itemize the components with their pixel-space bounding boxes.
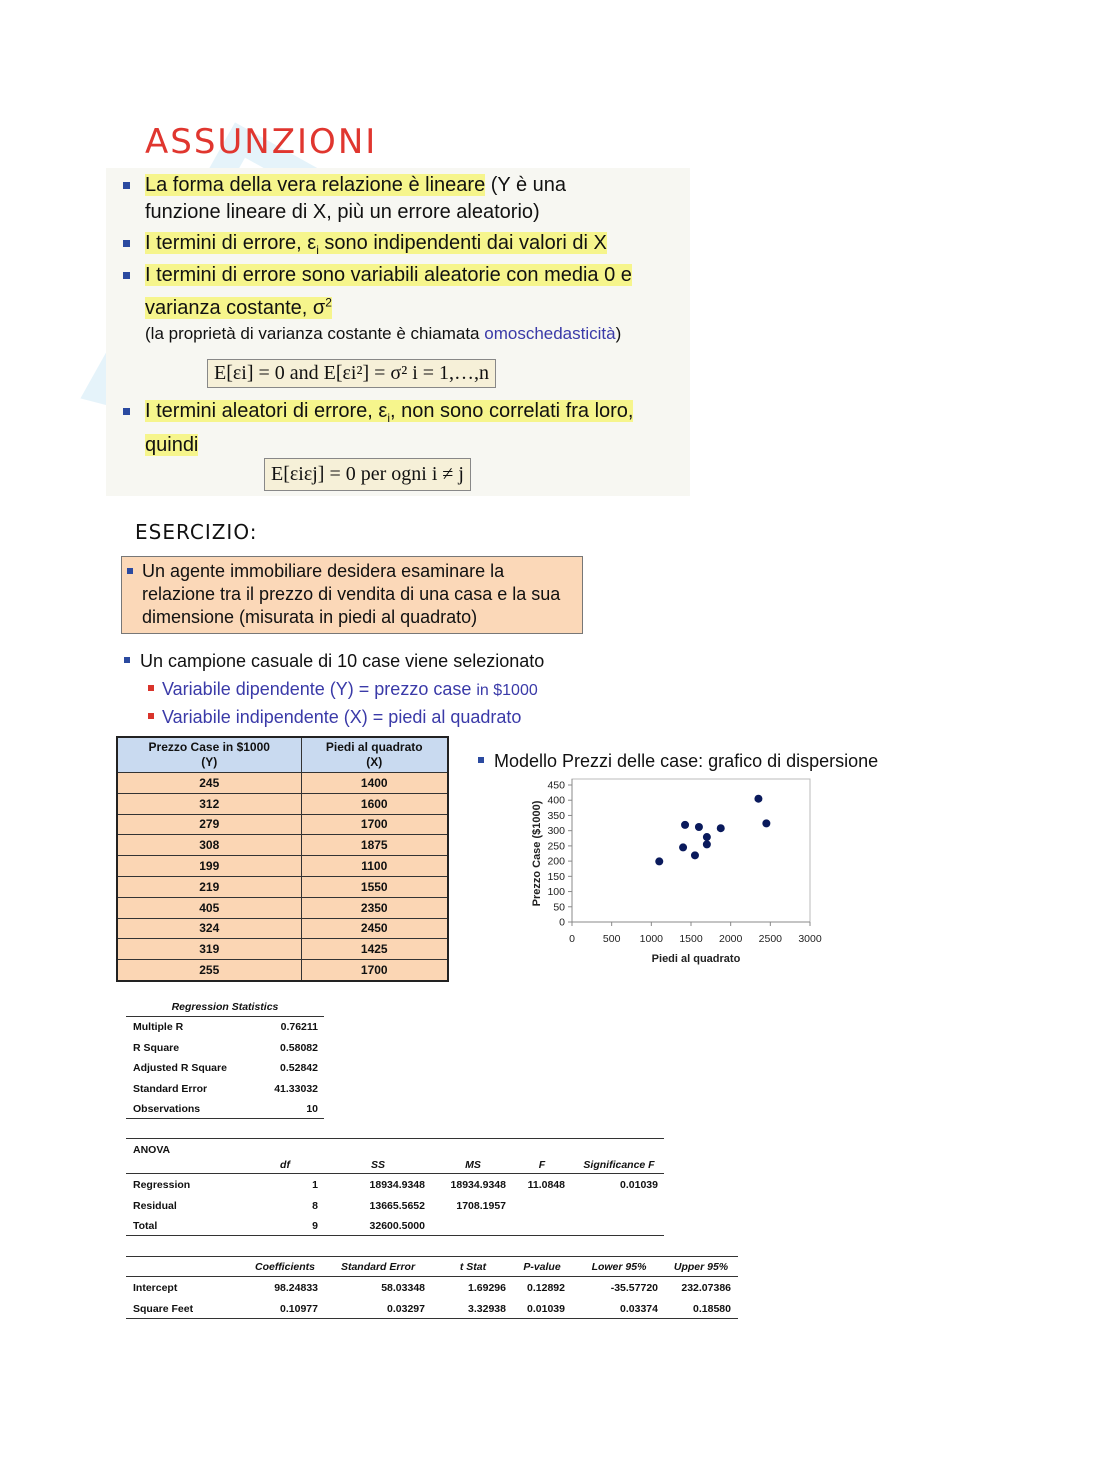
table-row	[117, 876, 448, 897]
section-title: ASSUNZIONI	[145, 122, 378, 162]
anova-value: 18934.9348	[450, 1179, 506, 1191]
coef-label: Intercept	[133, 1282, 178, 1294]
plot-area	[572, 779, 810, 922]
assumption-uncorrelated-sub: i	[387, 411, 391, 425]
price-cell: 279	[117, 814, 301, 835]
x-tick-label: 1500	[679, 933, 703, 945]
anova-label: Total	[133, 1220, 158, 1232]
table-row	[117, 773, 448, 794]
exercise-intro: Un agente immobiliare desidera esaminare la relazione tra il prezzo di vendita di una casa e la sua dimensione (misurata in piedi al quadrato)	[142, 561, 561, 627]
anova-label: Residual	[133, 1199, 177, 1212]
assumption-linearity-rest: (Y è una	[485, 174, 567, 196]
stats-value: 0.52842	[280, 1062, 318, 1074]
x-tick-label: 1000	[639, 933, 664, 945]
dependent-variable	[148, 678, 538, 702]
coef-value: 0.12892	[527, 1282, 565, 1294]
assumption-variance-sup: 2	[325, 295, 332, 309]
table-row	[117, 856, 448, 877]
y-tick-label: 250	[547, 840, 565, 853]
coef-rule-top	[126, 1256, 738, 1257]
price-cell: 199	[117, 856, 301, 877]
sqft-cell: 1875	[301, 835, 448, 856]
anova-value: 1708.1957	[456, 1199, 506, 1212]
anova-label: Regression	[133, 1179, 191, 1191]
y-tick-label: 0	[559, 916, 565, 929]
data-point	[691, 851, 699, 859]
col-sqft-sub: (X)	[366, 755, 383, 769]
data-point	[762, 819, 770, 827]
price-cell: 319	[117, 939, 301, 960]
price-cell: 255	[117, 960, 301, 981]
stats-label: Observations	[133, 1103, 201, 1115]
x-tick-label: 500	[602, 933, 621, 945]
assumption-linearity-line2: funzione lineare di X, più un errore aleatorio)	[145, 201, 540, 223]
anova-header: F	[538, 1159, 546, 1171]
data-point	[681, 821, 689, 829]
coef-header: Coefficients	[255, 1261, 315, 1273]
coef-value: 0.03374	[620, 1302, 658, 1315]
anova-header: df	[280, 1159, 290, 1171]
price-cell: 324	[117, 918, 301, 939]
y-tick-label: 50	[553, 901, 565, 914]
data-point	[679, 843, 687, 851]
assumption-independence-sub: i	[316, 243, 319, 257]
y-tick-label: 400	[547, 794, 565, 807]
y-tick-label: 100	[547, 886, 565, 899]
assumption-variance-line2: varianza costante, σ	[145, 296, 326, 319]
anova-title: ANOVA	[133, 1144, 171, 1156]
data-point	[717, 824, 725, 832]
y-tick-label: 150	[547, 870, 565, 883]
coef-value: 0.01039	[527, 1302, 565, 1315]
y-tick-label: 450	[547, 779, 565, 792]
col-price-title: Prezzo Case in $1000	[148, 740, 270, 754]
dependent-variable-unit: in $1000	[476, 682, 538, 699]
anova-header: SS	[370, 1159, 385, 1171]
note-term: omoschedasticità	[484, 324, 616, 343]
stats-value: 0.58082	[280, 1041, 318, 1054]
coef-value: 232.07386	[681, 1282, 731, 1294]
stats-rule-top	[126, 1016, 324, 1017]
anova-value: 13665.5652	[369, 1199, 425, 1212]
coef-value: 0.10977	[280, 1302, 318, 1315]
note-a: (la proprietà di varianza costante è chiamata	[145, 324, 485, 343]
table-row	[117, 814, 448, 835]
data-point	[655, 857, 663, 865]
coef-header: Upper 95%	[673, 1261, 729, 1273]
independent-variable-text: Variabile indipendente (X) = piedi al quadrato	[162, 707, 522, 727]
assumption-linearity	[145, 172, 685, 226]
anova-header: Significance F	[583, 1159, 655, 1171]
coef-header: Lower 95%	[591, 1261, 647, 1273]
table-row	[117, 835, 448, 856]
sqft-cell: 1700	[301, 960, 448, 981]
anova-value: 8	[312, 1199, 318, 1212]
data-point	[695, 823, 703, 831]
y-tick-label: 200	[547, 855, 565, 868]
x-tick-label: 2500	[758, 933, 783, 945]
stats-value: 10	[306, 1103, 318, 1115]
anova-header: MS	[465, 1159, 481, 1171]
coef-rule-mid	[126, 1276, 738, 1277]
exercise-label: ESERCIZIO:	[135, 520, 258, 544]
data-point	[703, 833, 711, 841]
coef-value: 58.03348	[381, 1282, 425, 1294]
chart-title	[478, 751, 878, 772]
stats-label: Standard Error	[133, 1082, 208, 1095]
stats-value: 0.76211	[280, 1021, 318, 1033]
note-b: )	[615, 324, 622, 343]
data-point	[703, 840, 711, 848]
y-tick-label: 300	[547, 825, 565, 838]
anova-value: 9	[312, 1220, 318, 1232]
formula-expectation: E[εi] = 0 and E[εi²] = σ² i = 1,…,n	[207, 359, 496, 388]
sqft-cell: 1425	[301, 939, 448, 960]
table-row	[117, 793, 448, 814]
data-point	[754, 795, 762, 803]
assumption-uncorrelated-line2: quindi	[145, 434, 199, 456]
anova-value: 11.0848	[527, 1179, 565, 1191]
scatter-chart	[520, 776, 840, 972]
coef-value: -35.57720	[610, 1282, 658, 1294]
coef-value: 1.69296	[468, 1282, 506, 1294]
price-cell: 405	[117, 897, 301, 918]
assumption-independence-a: I termini di errore, ε	[145, 232, 317, 254]
x-tick-label: 3000	[798, 933, 822, 945]
sqft-cell: 1400	[301, 773, 448, 794]
table-row	[117, 897, 448, 918]
x-tick-label: 0	[569, 933, 575, 945]
coef-value: 98.24833	[274, 1282, 318, 1294]
y-tick-label: 350	[547, 809, 565, 822]
stats-rule-bottom	[126, 1118, 324, 1119]
anova-value: 18934.9348	[369, 1179, 425, 1191]
stats-title: Regression Statistics	[171, 1001, 279, 1013]
col-price-sub: (Y)	[201, 755, 218, 769]
stats-label: Multiple R	[133, 1021, 184, 1033]
exercise-intro-box	[121, 556, 583, 634]
chart-title-text: Modello Prezzi delle case: grafico di dispersione	[494, 751, 879, 771]
anova-value: 0.01039	[620, 1179, 658, 1191]
price-cell: 308	[117, 835, 301, 856]
independent-variable	[148, 706, 521, 728]
table-row	[117, 960, 448, 981]
sqft-cell: 1100	[301, 856, 448, 877]
dependent-variable-text: Variabile dipendente (Y) = prezzo case	[162, 679, 477, 699]
coef-header: Standard Error	[340, 1261, 416, 1273]
coef-header: P-value	[523, 1261, 561, 1273]
anova-rule-mid	[126, 1173, 664, 1174]
sqft-cell: 2450	[301, 918, 448, 939]
price-cell: 312	[117, 793, 301, 814]
stats-label: R Square	[133, 1041, 180, 1054]
stats-label: Adjusted R Square	[133, 1062, 227, 1074]
coef-value: 3.32938	[468, 1302, 506, 1315]
stats-value: 41.33032	[274, 1082, 318, 1095]
assumption-uncorrelated-b: , non sono correlati fra loro,	[390, 400, 634, 422]
assumption-independence-b: sono indipendenti dai valori di X	[318, 232, 607, 254]
col-price-header	[117, 737, 301, 773]
coef-label: Square Feet	[133, 1302, 194, 1315]
sqft-cell: 1700	[301, 814, 448, 835]
house-data-table	[116, 736, 449, 982]
assumptions-slide	[106, 168, 690, 496]
sample-text: Un campione casuale di 10 case viene selezionato	[140, 651, 545, 671]
table-row	[117, 918, 448, 939]
price-cell: 219	[117, 876, 301, 897]
price-cell: 245	[117, 773, 301, 794]
coef-value: 0.18580	[693, 1302, 731, 1315]
assumption-independence	[145, 230, 685, 264]
col-sqft-title: Piedi al quadrato	[325, 740, 423, 754]
assumption-variance	[145, 262, 690, 322]
homoscedasticity-note	[145, 324, 621, 344]
y-axis-label: Prezzo Case ($1000)	[531, 800, 543, 907]
coef-value: 0.03297	[387, 1302, 425, 1315]
assumption-linearity-highlight: La forma della vera relazione è lineare	[145, 174, 486, 196]
assumption-uncorrelated	[145, 398, 690, 459]
assumption-uncorrelated-a: I termini aleatori di errore, ε	[145, 400, 388, 422]
anova-value: 32600.5000	[369, 1220, 425, 1232]
sample-bullet	[124, 650, 544, 672]
sqft-cell: 1600	[301, 793, 448, 814]
sqft-cell: 2350	[301, 897, 448, 918]
anova-rule-bottom	[126, 1235, 664, 1236]
coef-rule-bottom	[126, 1318, 738, 1319]
x-tick-label: 2000	[718, 933, 743, 945]
col-sqft-header	[301, 737, 448, 773]
formula-covariance: E[εiεj] = 0 per ogni i ≠ j	[264, 458, 471, 491]
anova-value: 1	[312, 1179, 318, 1191]
sqft-cell: 1550	[301, 876, 448, 897]
anova-rule-top	[126, 1138, 664, 1139]
assumption-variance-line1: I termini di errore sono variabili aleatorie con media 0 e	[145, 264, 632, 286]
table-row	[117, 939, 448, 960]
coef-header: t Stat	[459, 1261, 487, 1273]
x-axis-label: Piedi al quadrato	[651, 953, 741, 965]
